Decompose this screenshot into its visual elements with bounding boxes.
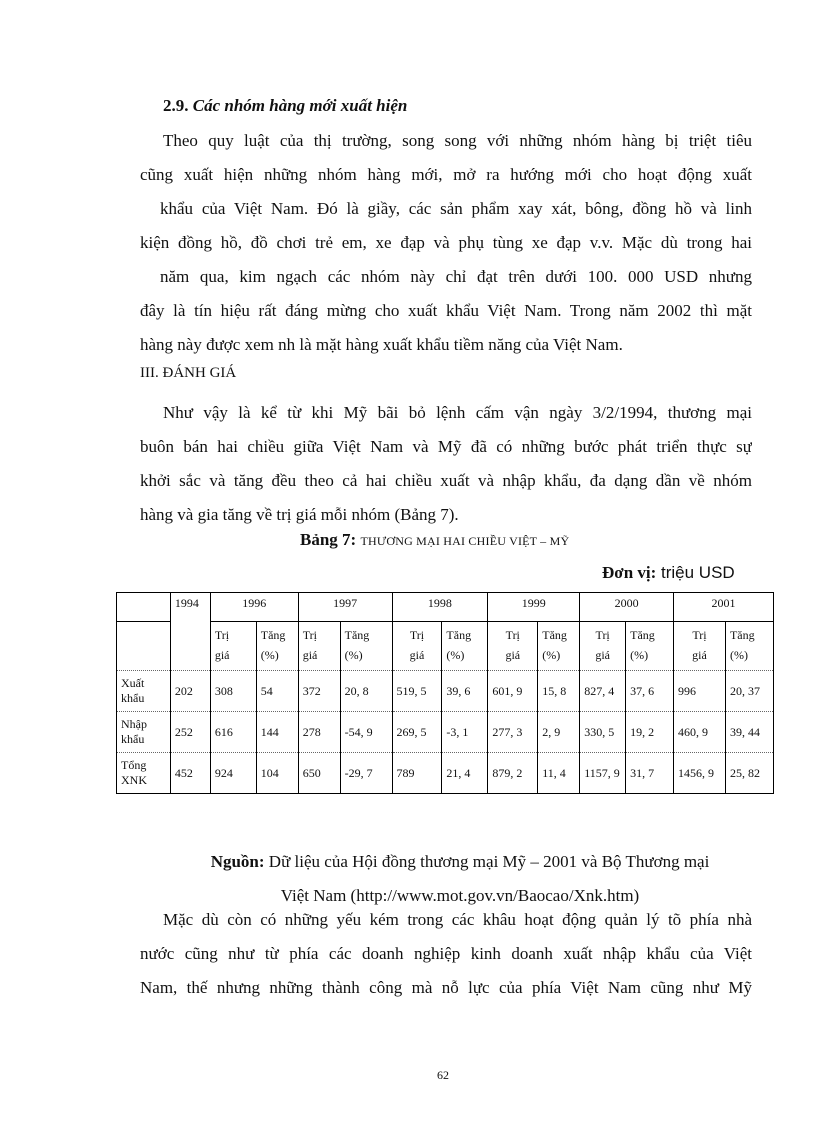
year-header: 1998	[392, 593, 488, 622]
cell-1994: 452	[170, 753, 210, 794]
cell-value: 460, 9	[674, 712, 726, 753]
cell-growth: 25, 82	[725, 753, 773, 794]
year-header: 1996	[210, 593, 298, 622]
sub-header-growth: Tăng (%)	[725, 622, 773, 671]
cell-value: 330, 5	[580, 712, 626, 753]
section-heading	[163, 96, 407, 116]
cell-value: 277, 3	[488, 712, 538, 753]
cell-growth: -29, 7	[340, 753, 392, 794]
source-text: Dữ liệu của Hội đồng thương mại Mỹ – 2001 và Bộ Thương mại	[268, 852, 710, 871]
unit-label: Đơn vị:	[602, 563, 657, 582]
sub-header-value: Trị giá	[392, 622, 442, 671]
row-label: Xuất khẩu	[117, 671, 171, 712]
cell-growth: 144	[256, 712, 298, 753]
cell-value: 879, 2	[488, 753, 538, 794]
section-title: III. ĐÁNH GIÁ	[140, 365, 237, 381]
year-header-row	[117, 593, 774, 622]
cell-growth: 31, 7	[626, 753, 674, 794]
table-title	[300, 530, 569, 550]
cell-growth: 20, 8	[340, 671, 392, 712]
year-header: 1994	[170, 593, 210, 671]
unit-note	[602, 563, 735, 583]
text-line: Nam, thế nhưng những thành công mà nỗ lực của phía Việt Nam cũng như Mỹ	[140, 978, 752, 997]
cell-value: 1157, 9	[580, 753, 626, 794]
cell-value: 278	[298, 712, 340, 753]
text-line: nước cũng như từ phía các doanh nghiệp kinh doanh xuất nhập khẩu của Việt	[140, 944, 752, 963]
empty-corner	[117, 622, 171, 671]
cell-growth: 39, 44	[725, 712, 773, 753]
cell-growth: 39, 6	[442, 671, 488, 712]
table-row	[117, 753, 774, 794]
cell-value: 827, 4	[580, 671, 626, 712]
cell-growth: -54, 9	[340, 712, 392, 753]
sub-header-value: Trị giá	[298, 622, 340, 671]
cell-growth: 15, 8	[538, 671, 580, 712]
sub-header-growth: Tăng (%)	[442, 622, 488, 671]
empty-corner	[117, 593, 171, 622]
cell-1994: 252	[170, 712, 210, 753]
cell-value: 308	[210, 671, 256, 712]
source-label: Nguồn:	[210, 852, 265, 871]
cell-growth: -3, 1	[442, 712, 488, 753]
paragraph-conclusion	[140, 903, 752, 1005]
text-line: Theo quy luật của thị trường, song song với những nhóm hàng bị triệt tiêu	[163, 131, 752, 150]
text-line: khởi sắc và tăng đều theo cả hai chiều xuất và nhập khẩu, đa dạng dần về nhóm	[140, 471, 752, 490]
text-line: năm qua, kim ngạch các nhóm này chỉ đạt trên dưới 100. 000 USD nhưng	[160, 267, 752, 286]
cell-growth: 11, 4	[538, 753, 580, 794]
text-line: Như vậy là kể từ khi Mỹ bãi bỏ lệnh cấm vận ngày 3/2/1994, thương mại	[163, 403, 752, 422]
unit-value: triệu USD	[661, 563, 735, 582]
table-label: Bảng 7:	[300, 530, 357, 549]
cell-growth: 20, 37	[725, 671, 773, 712]
cell-value: 650	[298, 753, 340, 794]
text-line: kiện đồng hồ, đồ chơi trẻ em, xe đạp và phụ tùng xe đạp v.v. Mặc dù trong hai	[140, 233, 752, 252]
cell-value: 1456, 9	[674, 753, 726, 794]
text-line: hàng này được xem nh là mặt hàng xuất khẩu tiềm năng của Việt Nam.	[140, 335, 623, 354]
cell-growth: 104	[256, 753, 298, 794]
cell-value: 519, 5	[392, 671, 442, 712]
table-row	[117, 671, 774, 712]
cell-1994: 202	[170, 671, 210, 712]
cell-growth: 2, 9	[538, 712, 580, 753]
text-line: Mặc dù còn có những yếu kém trong các khâu hoạt động quản lý tõ phía nhà	[163, 910, 752, 929]
source-line	[175, 845, 745, 879]
sub-header-value: Trị giá	[210, 622, 256, 671]
cell-growth: 19, 2	[626, 712, 674, 753]
sub-header-value: Trị giá	[580, 622, 626, 671]
text-line: hàng và gia tăng về trị giá mỗi nhóm (Bảng 7).	[140, 505, 459, 524]
sub-header-growth: Tăng (%)	[538, 622, 580, 671]
table-row	[117, 712, 774, 753]
sub-header-value: Trị giá	[488, 622, 538, 671]
cell-value: 789	[392, 753, 442, 794]
sub-header-growth: Tăng (%)	[256, 622, 298, 671]
sub-header-growth: Tăng (%)	[340, 622, 392, 671]
source-line: Việt Nam (http://www.mot.gov.vn/Baocao/Xnk.htm)	[280, 886, 640, 905]
text-line: khẩu của Việt Nam. Đó là giầy, các sản phẩm xay xát, bông, đồng hồ và linh	[160, 199, 752, 218]
text-line: đây là tín hiệu rất đáng mừng cho xuất khẩu Việt Nam. Trong năm 2002 thì mặt	[140, 301, 752, 320]
text-line: cũng xuất hiện những nhóm hàng mới, mở ra hướng mới cho hoạt động xuất	[140, 165, 752, 184]
year-header: 2000	[580, 593, 674, 622]
row-label: Tổng XNK	[117, 753, 171, 794]
year-header: 1997	[298, 593, 392, 622]
trade-table	[116, 592, 774, 794]
paragraph-new-goods	[140, 124, 752, 362]
sub-header-growth: Tăng (%)	[626, 622, 674, 671]
cell-value: 996	[674, 671, 726, 712]
table-caption: THƯƠNG MẠI HAI CHIỀU VIỆT – MỸ	[360, 534, 570, 548]
page-number: 62	[437, 1068, 449, 1082]
cell-value: 269, 5	[392, 712, 442, 753]
row-label: Nhập khẩu	[117, 712, 171, 753]
sub-header-value: Trị giá	[674, 622, 726, 671]
cell-growth: 54	[256, 671, 298, 712]
cell-value: 924	[210, 753, 256, 794]
cell-value: 372	[298, 671, 340, 712]
year-header: 1999	[488, 593, 580, 622]
cell-growth: 37, 6	[626, 671, 674, 712]
cell-value: 601, 9	[488, 671, 538, 712]
heading-number: 2.9.	[163, 96, 189, 115]
paragraph-evaluation	[140, 396, 752, 532]
heading-title: Các nhóm hàng mới xuất hiện	[192, 96, 408, 115]
sub-header-row	[117, 622, 774, 671]
cell-growth: 21, 4	[442, 753, 488, 794]
year-header: 2001	[674, 593, 774, 622]
cell-value: 616	[210, 712, 256, 753]
text-line: buôn bán hai chiều giữa Việt Nam và Mỹ đã có những bước phát triển thực sự	[140, 437, 752, 456]
